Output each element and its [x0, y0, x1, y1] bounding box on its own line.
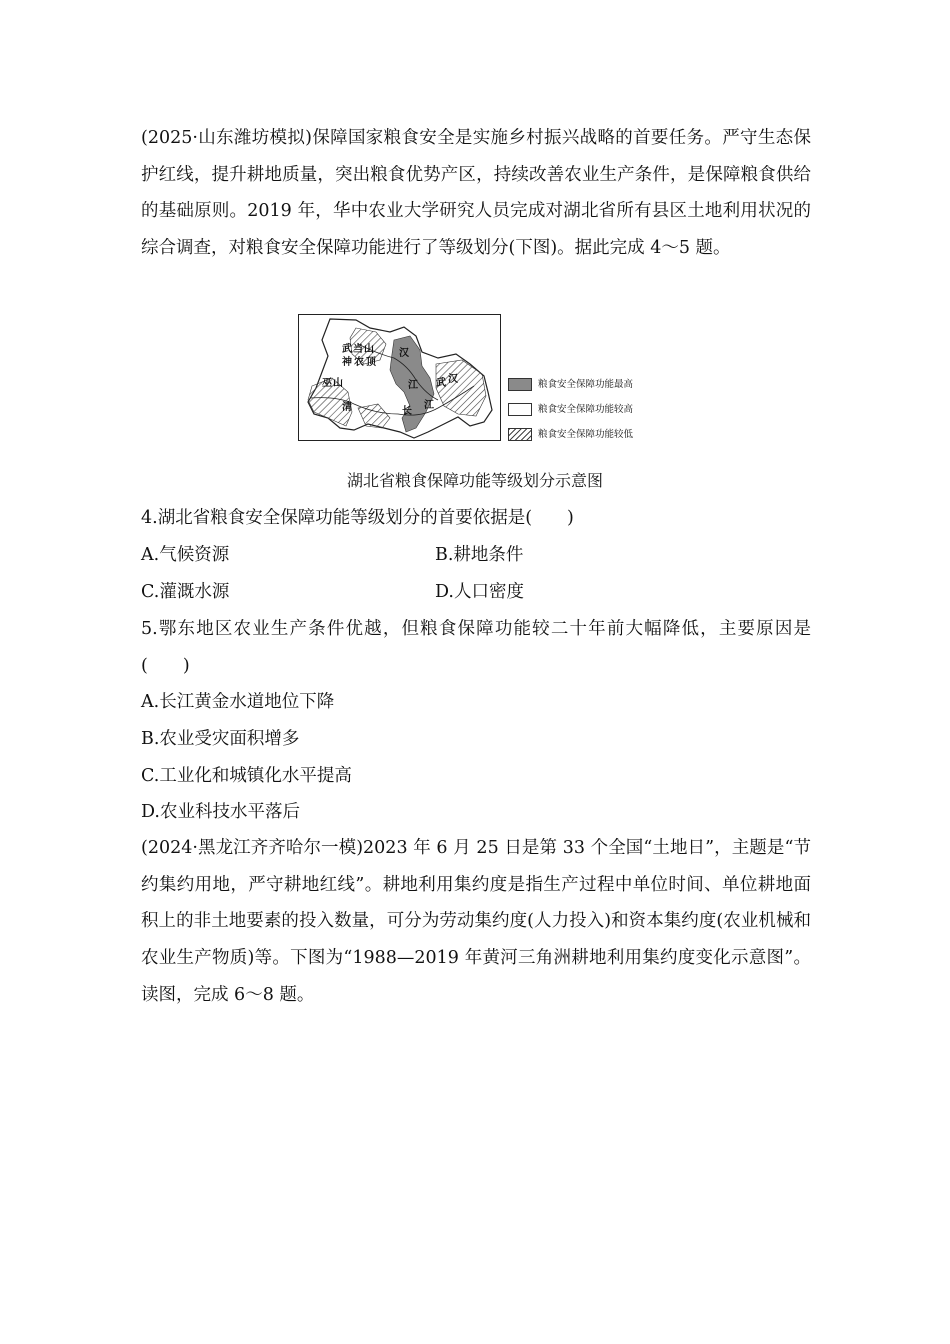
legend-swatch-lower [508, 428, 532, 441]
q5-option-a: A.长江黄金水道地位下降 [141, 692, 335, 712]
legend-label-highest: 粮食安全保障功能最高 [538, 379, 634, 390]
label-han-2: 江 [408, 380, 418, 391]
map-figure [298, 314, 658, 442]
legend-swatch-highest [508, 378, 532, 391]
label-wuhan-2: 汉 [448, 374, 458, 385]
legend-item-highest [508, 372, 658, 397]
q5-option-d: D.农业科技水平落后 [141, 802, 300, 822]
q4-option-c: C.灌溉水源 [141, 582, 230, 602]
question-5-stem: 5.鄂东地区农业生产条件优越，但粮食保障功能较二十年前大幅降低，主要原因是( ) [141, 619, 811, 676]
legend-label-lower: 粮食安全保障功能较低 [538, 429, 634, 440]
figure-caption: 湖北省粮食保障功能等级划分示意图 [346, 471, 603, 490]
label-han-1: 汉 [399, 348, 409, 359]
label-wushan-2: 山 [333, 378, 343, 389]
label-chang-1: 长 [402, 406, 412, 417]
q5-option-c: C.工业化和城镇化水平提高 [141, 766, 352, 786]
hubei-map [298, 314, 501, 441]
label-shennong-2: 农 [354, 357, 364, 368]
q4-option-a: A.气候资源 [141, 545, 230, 565]
label-shennong-1: 神 [342, 357, 352, 368]
legend-item-higher [508, 397, 658, 422]
legend-swatch-higher [508, 403, 532, 416]
label-wudang-1: 武 [342, 344, 352, 355]
label-shennong-3: 顶 [366, 357, 376, 368]
q4-option-b: B.耕地条件 [435, 545, 524, 565]
legend-label-higher: 粮食安全保障功能较高 [538, 404, 634, 415]
q4-option-d: D.人口密度 [435, 582, 524, 602]
intro-paragraph-2: (2024·黑龙江齐齐哈尔一模)2023 年 6 月 25 日是第 33 个全国“土地日”，主题是“节约集约用地，严守耕地红线”。耕地利用集约度是指生产过程中单位时间、单位耕地面积上的非土地要素的投入数量，可分为劳动集约度(人力投入)和资本集约度(农业机械和农业生产物质)等。下图为“1988—2019 年黄河三角洲耕地利用集约度变化示意图”。读图，完成 6～8 题。 [141, 838, 811, 1005]
intro-paragraph-1: (2025·山东潍坊模拟)保障国家粮食安全是实施乡村振兴战略的首要任务。严守生态保护红线，提升耕地质量，突出粮食优势产区，持续改善农业生产条件，是保障粮食供给的基础原则。2019 年，华中农业大学研究人员完成对湖北省所有县区土地利用状况的综合调查，对粮食安全保障功能进行了等级划分(下图)。据此完成 4～5 题。 [141, 128, 811, 259]
legend-item-lower [508, 422, 658, 447]
label-wudang-2: 当 [353, 344, 363, 355]
map-legend [508, 372, 658, 447]
question-4-stem: 4.湖北省粮食安全保障功能等级划分的首要依据是( ) [141, 508, 574, 528]
label-wushan-1: 巫 [322, 378, 332, 389]
q5-option-b: B.农业受灾面积增多 [141, 729, 300, 749]
label-wudang-3: 山 [364, 344, 374, 355]
label-qing: 清 [342, 402, 352, 413]
label-wuhan-1: 武 [436, 378, 446, 389]
label-chang-2: 江 [424, 400, 434, 411]
